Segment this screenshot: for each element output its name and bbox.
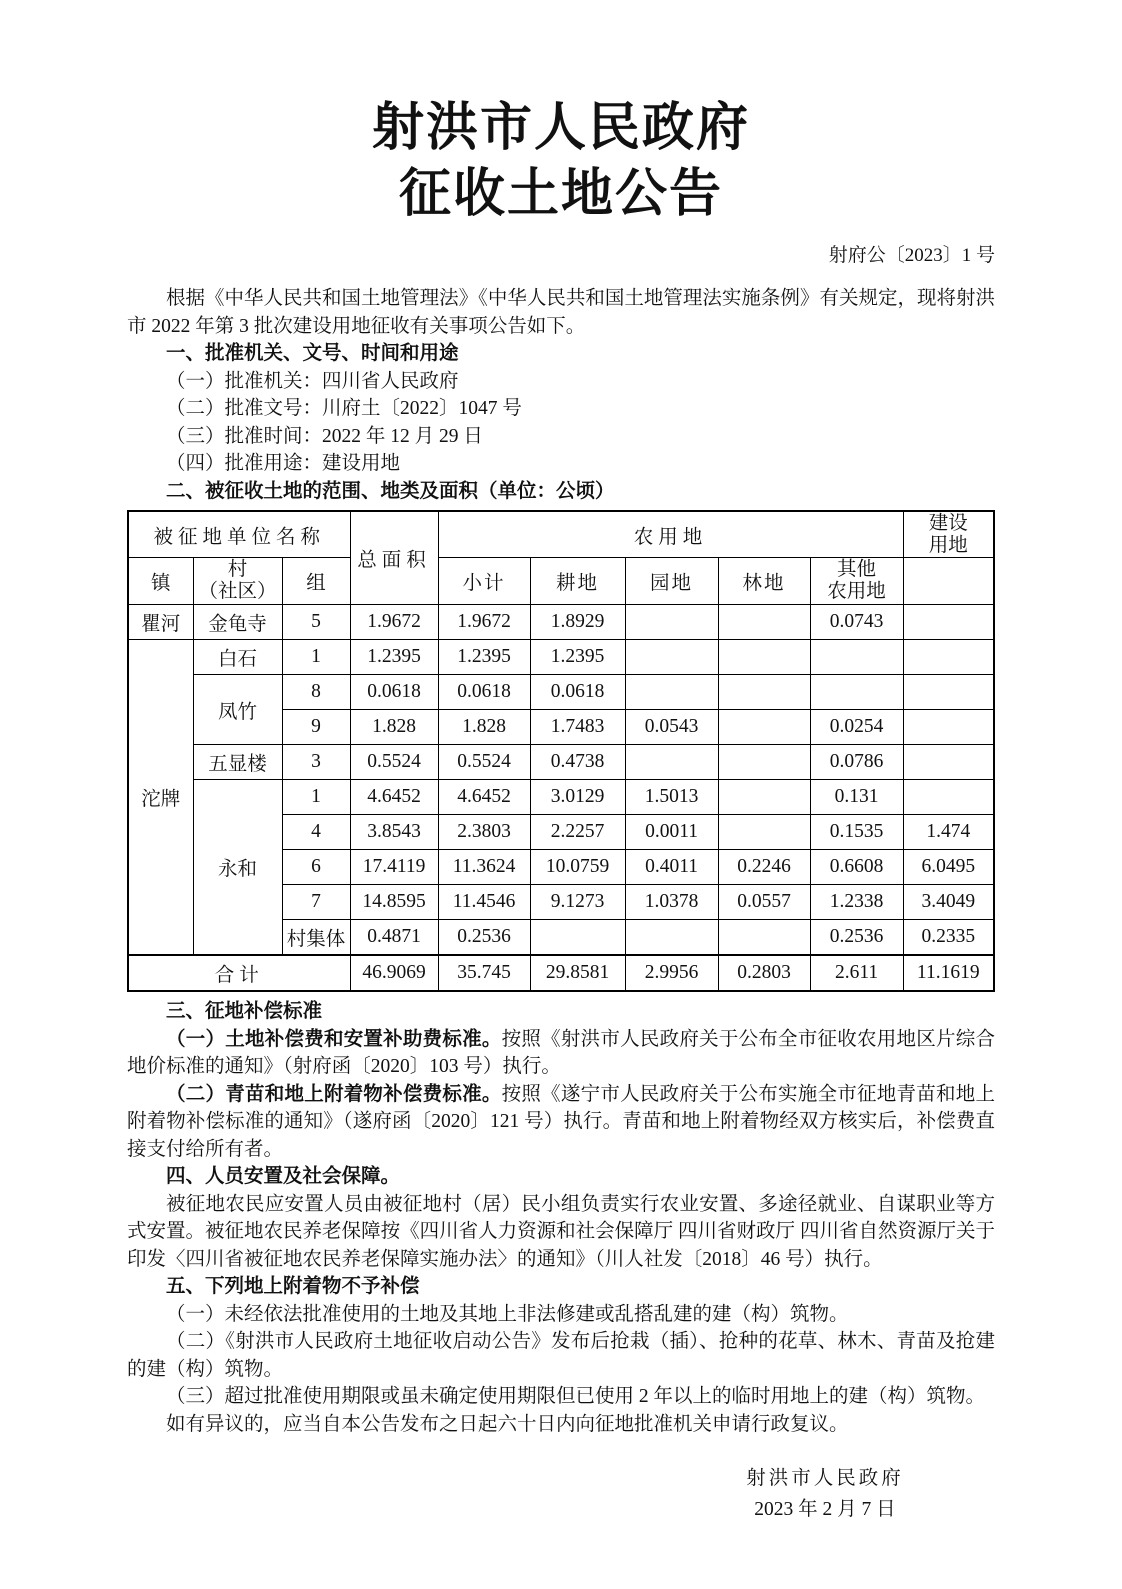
cell-other: 0.131 xyxy=(810,780,903,815)
cell-forest: 0.2246 xyxy=(718,850,810,885)
cell-construction: 0.2335 xyxy=(903,920,994,956)
section4-heading: 四、人员安置及社会保障。 xyxy=(166,1165,401,1187)
header-subtotal: 小计 xyxy=(438,558,530,605)
title-line-1: 射洪市人民政府 xyxy=(371,100,750,157)
cell-cultivated: 0.0618 xyxy=(530,675,625,710)
cell-garden: 0.4011 xyxy=(625,850,718,885)
table-row xyxy=(128,780,994,815)
cell-village: 五显楼 xyxy=(193,745,282,780)
cell-forest xyxy=(718,605,810,640)
cell-other: 1.2338 xyxy=(810,885,903,920)
cell-village: 永和 xyxy=(193,780,282,956)
cell-garden xyxy=(625,675,718,710)
signature-block xyxy=(715,1464,935,1526)
cell-forest xyxy=(718,815,810,850)
section5-item-2: （二）《射洪市人民政府土地征收启动公告》发布后抢栽（插）、抢种的花草、林木、青苗及抢建的建（构）筑物。 xyxy=(127,1331,995,1380)
section2-heading: 二、被征收土地的范围、地类及面积（单位：公顷） xyxy=(166,479,615,502)
header-town: 镇 xyxy=(128,558,193,605)
header-other-agri xyxy=(810,558,903,605)
cell-cultivated: 29.8581 xyxy=(530,955,625,991)
cell-forest xyxy=(718,675,810,710)
cell-group: 5 xyxy=(282,605,350,640)
cell-village: 凤竹 xyxy=(193,675,282,745)
header-agricultural-land: 农用地 xyxy=(438,511,903,558)
cell-construction xyxy=(903,605,994,640)
cell-total: 0.0618 xyxy=(350,675,438,710)
section3-item-2 xyxy=(127,1081,995,1164)
header-unit-name: 被征地单位名称 xyxy=(128,511,350,558)
cell-total: 0.5524 xyxy=(350,745,438,780)
cell-cultivated: 1.7483 xyxy=(530,710,625,745)
header-forest: 林地 xyxy=(718,558,810,605)
header-construction-land xyxy=(903,511,994,558)
land-area-table xyxy=(127,510,995,992)
cell-group: 3 xyxy=(282,745,350,780)
cell-subtotal: 0.0618 xyxy=(438,675,530,710)
section3-item-1-title: （一）土地补偿费和安置补助费标准。 xyxy=(166,1027,502,1050)
header-cultivated: 耕地 xyxy=(530,558,625,605)
section5-item-3: （三）超过批准使用期限或虽未确定使用期限但已使用 2 年以上的临时用地上的建（构）筑物。 xyxy=(166,1386,986,1407)
cell-subtotal: 0.5524 xyxy=(438,745,530,780)
section5-heading: 五、下列地上附着物不予补偿 xyxy=(166,1275,420,1297)
cell-construction: 6.0495 xyxy=(903,850,994,885)
cell-total: 1.9672 xyxy=(350,605,438,640)
cell-total: 46.9069 xyxy=(350,955,438,991)
cell-construction: 3.4049 xyxy=(903,885,994,920)
section3-heading: 三、征地补偿标准 xyxy=(166,1000,323,1022)
table-header-row-1 xyxy=(128,511,994,558)
table-total-row xyxy=(128,955,994,991)
title-line-2: 征收土地公告 xyxy=(398,166,723,223)
header-other-agri-line2: 农用地 xyxy=(827,581,886,602)
doc-number: 射府公〔2023〕1 号 xyxy=(828,245,995,266)
section3-item-1 xyxy=(127,1026,995,1081)
cell-forest xyxy=(718,745,810,780)
cell-forest xyxy=(718,920,810,956)
cell-total: 0.4871 xyxy=(350,920,438,956)
cell-other xyxy=(810,675,903,710)
cell-village: 白石 xyxy=(193,640,282,675)
cell-construction xyxy=(903,780,994,815)
section1-item-approval-number: （二）批准文号：川府土〔2022〕1047 号 xyxy=(166,398,522,419)
section1-item-approval-use: （四）批准用途：建设用地 xyxy=(166,453,401,474)
cell-town: 沱牌 xyxy=(128,640,193,956)
cell-group: 1 xyxy=(282,780,350,815)
signature-issuer: 射洪市人民政府 xyxy=(746,1468,904,1489)
cell-other: 0.0786 xyxy=(810,745,903,780)
table-row xyxy=(128,605,994,640)
cell-construction: 11.1619 xyxy=(903,955,994,991)
section1-item-approval-time: （三）批准时间：2022 年 12 月 29 日 xyxy=(166,425,483,447)
header-garden: 园地 xyxy=(625,558,718,605)
cell-subtotal: 1.9672 xyxy=(438,605,530,640)
cell-cultivated xyxy=(530,920,625,956)
cell-forest: 0.0557 xyxy=(718,885,810,920)
cell-construction xyxy=(903,640,994,675)
section3-item-2-title: （二）青苗和地上附着物补偿费标准。 xyxy=(166,1082,502,1105)
cell-garden: 1.5013 xyxy=(625,780,718,815)
cell-garden xyxy=(625,605,718,640)
cell-group: 7 xyxy=(282,885,350,920)
cell-group: 村集体 xyxy=(282,920,350,956)
cell-village: 金龟寺 xyxy=(193,605,282,640)
cell-other xyxy=(810,640,903,675)
cell-group: 8 xyxy=(282,675,350,710)
cell-other: 0.0743 xyxy=(810,605,903,640)
cell-group: 4 xyxy=(282,815,350,850)
header-village xyxy=(193,558,282,605)
cell-subtotal: 1.2395 xyxy=(438,640,530,675)
cell-forest: 0.2803 xyxy=(718,955,810,991)
cell-cultivated: 0.4738 xyxy=(530,745,625,780)
cell-cultivated: 10.0759 xyxy=(530,850,625,885)
cell-garden: 0.0011 xyxy=(625,815,718,850)
cell-garden: 1.0378 xyxy=(625,885,718,920)
header-group: 组 xyxy=(282,558,350,605)
signature-date: 2023 年 2 月 7 日 xyxy=(754,1499,896,1520)
section5-closing: 如有异议的，应当自本公告发布之日起六十日内向征地批准机关申请行政复议。 xyxy=(166,1413,849,1435)
cell-other: 0.6608 xyxy=(810,850,903,885)
cell-construction: 1.474 xyxy=(903,815,994,850)
cell-town: 瞿河 xyxy=(128,605,193,640)
cell-total-label: 合计 xyxy=(128,955,350,991)
cell-forest xyxy=(718,640,810,675)
table-row xyxy=(128,675,994,710)
section5-item-1: （一）未经依法批准使用的土地及其地上非法修建或乱搭乱建的建（构）筑物。 xyxy=(166,1303,849,1325)
cell-total: 1.2395 xyxy=(350,640,438,675)
cell-construction xyxy=(903,675,994,710)
header-construction-empty xyxy=(903,558,994,605)
table-row xyxy=(128,640,994,675)
cell-other: 2.611 xyxy=(810,955,903,991)
cell-construction xyxy=(903,745,994,780)
cell-total: 14.8595 xyxy=(350,885,438,920)
cell-forest xyxy=(718,710,810,745)
cell-construction xyxy=(903,710,994,745)
cell-garden: 0.0543 xyxy=(625,710,718,745)
header-construction-line1: 建设 xyxy=(928,512,968,534)
cell-cultivated: 3.0129 xyxy=(530,780,625,815)
header-village-line2: （社区） xyxy=(198,581,277,602)
cell-cultivated: 1.8929 xyxy=(530,605,625,640)
cell-garden xyxy=(625,640,718,675)
cell-other: 0.2536 xyxy=(810,920,903,956)
cell-subtotal: 2.3803 xyxy=(438,815,530,850)
cell-garden xyxy=(625,745,718,780)
cell-forest xyxy=(718,780,810,815)
section4-text: 被征地农民应安置人员由被征地村（居）民小组负责实行农业安置、多途径就业、自谋职业等方式安置。被征地农民养老保障按《四川省人力资源和社会保障厅 四川省财政厅 四川省自然资源厅关于印发〈四川省被征地农民养老保障实施办法〉的通知》（川人社发〔2018〕46 号）执行。 xyxy=(127,1193,995,1270)
header-village-line1: 村 xyxy=(227,559,248,580)
cell-subtotal: 35.745 xyxy=(438,955,530,991)
cell-cultivated: 2.2257 xyxy=(530,815,625,850)
intro-paragraph: 根据《中华人民共和国土地管理法》《中华人民共和国土地管理法实施条例》有关规定，现将射洪市 2022 年第 3 批次建设用地征收有关事项公告如下。 xyxy=(127,288,995,337)
cell-other: 0.0254 xyxy=(810,710,903,745)
cell-garden: 2.9956 xyxy=(625,955,718,991)
cell-total: 4.6452 xyxy=(350,780,438,815)
header-other-agri-line1: 其他 xyxy=(837,559,877,580)
section1-heading: 一、批准机关、文号、时间和用途 xyxy=(166,342,459,364)
cell-group: 1 xyxy=(282,640,350,675)
cell-cultivated: 9.1273 xyxy=(530,885,625,920)
cell-total: 1.828 xyxy=(350,710,438,745)
cell-other: 0.1535 xyxy=(810,815,903,850)
cell-subtotal: 0.2536 xyxy=(438,920,530,956)
header-total-area: 总面积 xyxy=(350,511,438,605)
section3-item-2-text: 按照《遂宁市人民政府关于公布实施全市征地青苗和地上附着物补偿标准的通知》（遂府函〔2020〕121 号）执行。青苗和地上附着物经双方核实后，补偿费直接支付给所有者。 xyxy=(127,1083,995,1160)
cell-group: 9 xyxy=(282,710,350,745)
document-title xyxy=(127,96,995,228)
cell-subtotal: 1.828 xyxy=(438,710,530,745)
cell-cultivated: 1.2395 xyxy=(530,640,625,675)
table-row xyxy=(128,745,994,780)
cell-total: 3.8543 xyxy=(350,815,438,850)
cell-garden xyxy=(625,920,718,956)
cell-subtotal: 11.4546 xyxy=(438,885,530,920)
table-header-row-2 xyxy=(128,558,994,605)
header-construction-line2: 用地 xyxy=(928,534,968,556)
cell-group: 6 xyxy=(282,850,350,885)
cell-total: 17.4119 xyxy=(350,850,438,885)
cell-subtotal: 4.6452 xyxy=(438,780,530,815)
section3-item-1-text: 按照《射洪市人民政府关于公布全市征收农用地区片综合地价标准的通知》（射府函〔2020〕103 号）执行。 xyxy=(127,1028,995,1077)
section1-item-approving-authority: （一）批准机关：四川省人民政府 xyxy=(166,370,459,392)
cell-subtotal: 11.3624 xyxy=(438,850,530,885)
